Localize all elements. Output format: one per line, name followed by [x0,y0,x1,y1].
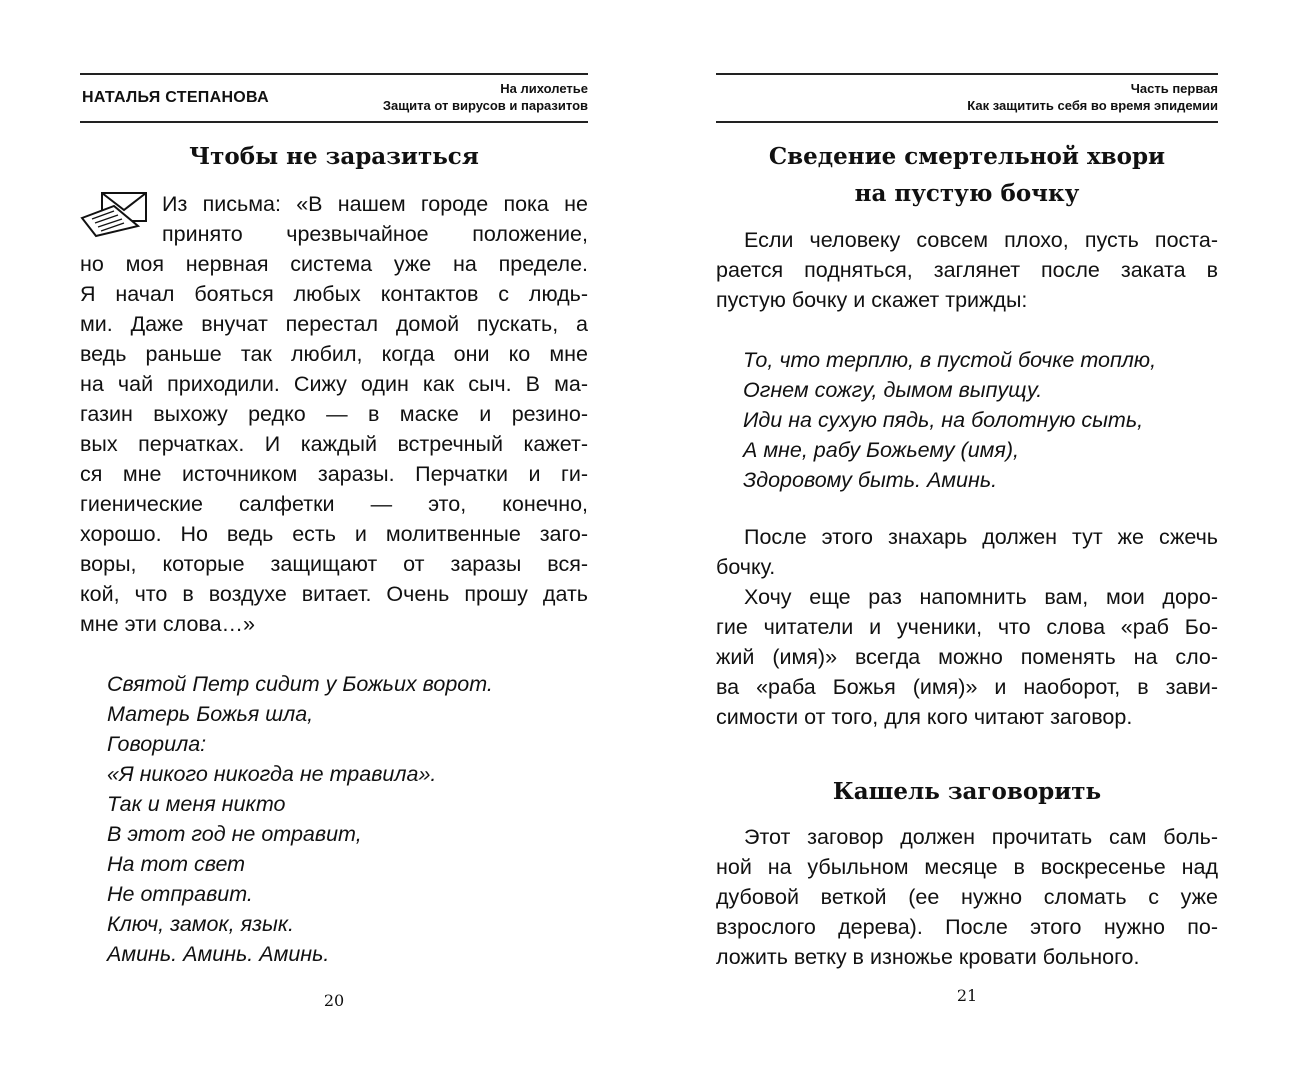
running-head-left [80,73,588,123]
text-line: ва «раба Божья (имя)» и наоборот, в зави- [716,675,1218,699]
verse-line: Иди на сухую пядь, на болотную сыть, [743,408,1144,432]
left-page [80,0,588,1080]
chapter-title-block [967,80,1218,114]
book-title: На лихолетье [500,81,588,96]
running-head-right [716,73,1218,123]
text-line: ведь раньше так любил, когда они ко мне [80,342,588,366]
text-line: но моя нервная система уже на пределе. [80,252,588,276]
page-number: 21 [956,986,978,1005]
text-line: хорошо. Но ведь есть и молитвенные заго- [80,522,588,546]
text-line: Этот заговор должен прочитать сам боль- [744,825,1218,849]
text-line: кой, что в воздухе витает. Очень прошу дать [80,582,588,606]
verse-block [107,669,493,969]
book-subtitle: Защита от вирусов и паразитов [382,98,588,113]
verse-line: Не отправит. [107,882,253,906]
text-line: Я начал бояться любых контактов с людь- [80,282,588,306]
chapter-title: Как защитить себя во время эпидемии [967,98,1218,113]
text-line: на чай приходили. Сижу один как сыч. В ма- [80,372,588,396]
text-line: бочку. [716,555,776,579]
verse-line: Ключ, замок, язык. [107,912,295,936]
verse-line: Святой Петр сидит у Божьих ворот. [107,672,493,696]
verse-line: В этот год не отравит, [107,822,362,846]
section-heading-1 [716,138,1218,212]
verse-line: То, что терплю, в пустой бочке топлю, [743,348,1157,372]
verse-block [743,345,1156,495]
text-line: После этого знахарь должен тут же сжечь [744,525,1218,549]
section-heading-2: Кашель заговорить [832,778,1102,805]
text-line: симости от того, для кого читают заговор. [716,705,1133,729]
verse-line: Так и меня никто [107,792,286,816]
cough-paragraph [716,822,1218,972]
verse-line: Огнем сожгу, дымом выпущу. [743,378,1043,402]
text-line: жий (имя)» всегда можно поменять на сло- [716,645,1218,669]
verse-line: Матерь Божья шла, [107,702,314,726]
book-title-block [383,80,588,114]
text-line: Из письма: «В нашем городе пока не [162,192,588,216]
right-page [716,0,1218,1080]
verse-line: «Я никого никогда не травила». [107,762,437,786]
text-line: рается подняться, заглянет после заката в [716,258,1218,282]
text-line: Хочу еще раз напомнить вам, мои доро- [744,585,1218,609]
heading-line: Сведение смертельной хвори [768,143,1166,170]
verse-line: На тот свет [107,852,246,876]
text-line: газин выхожу редко — в маске и резино- [80,402,588,426]
page-number: 20 [323,991,345,1010]
letter-paragraph [80,189,588,639]
text-line: взрослого дерева). После этого нужно по- [716,915,1218,939]
verse-line: Здоровому быть. Аминь. [743,468,998,492]
part-title: Часть первая [1130,81,1218,96]
intro-paragraph [716,225,1218,315]
text-line: пустую бочку и скажет трижды: [716,288,1028,312]
text-line: принято чрезвычайное положение, [162,222,588,246]
text-line: вых перчатках. И каждый встречный кажет- [80,432,588,456]
text-line: гие читатели и ученики, что слова «раб Бо- [716,615,1218,639]
text-line: ся мне источником заразы. Перчатки и ги- [80,462,588,486]
text-line: гиенические салфетки — это, конечно, [80,492,588,516]
verse-line: А мне, рабу Божьему (имя), [743,438,1020,462]
text-line: ной на убыльном месяце в воскресенье над [716,855,1218,879]
text-line: ложить ветку в изножье кровати больного. [716,945,1140,969]
verse-line: Аминь. Аминь. Аминь. [107,942,330,966]
heading-line: на пустую бочку [854,180,1080,207]
verse-line: Говорила: [107,732,207,756]
text-line: Если человеку совсем плохо, пусть поста- [744,228,1218,252]
note-paragraph [716,582,1218,732]
text-line: дубовой веткой (ее нужно сломать с уже [716,885,1218,909]
text-line: ми. Даже внучат перестал домой пускать, а [80,312,588,336]
text-line: воры, которые защищают от заразы вся- [80,552,588,576]
text-line: мне эти слова…» [80,612,256,636]
author-name: НАТАЛЬЯ СТЕПАНОВА [82,89,269,106]
after-paragraph [716,522,1218,582]
section-heading: Чтобы не заразиться [189,143,479,170]
